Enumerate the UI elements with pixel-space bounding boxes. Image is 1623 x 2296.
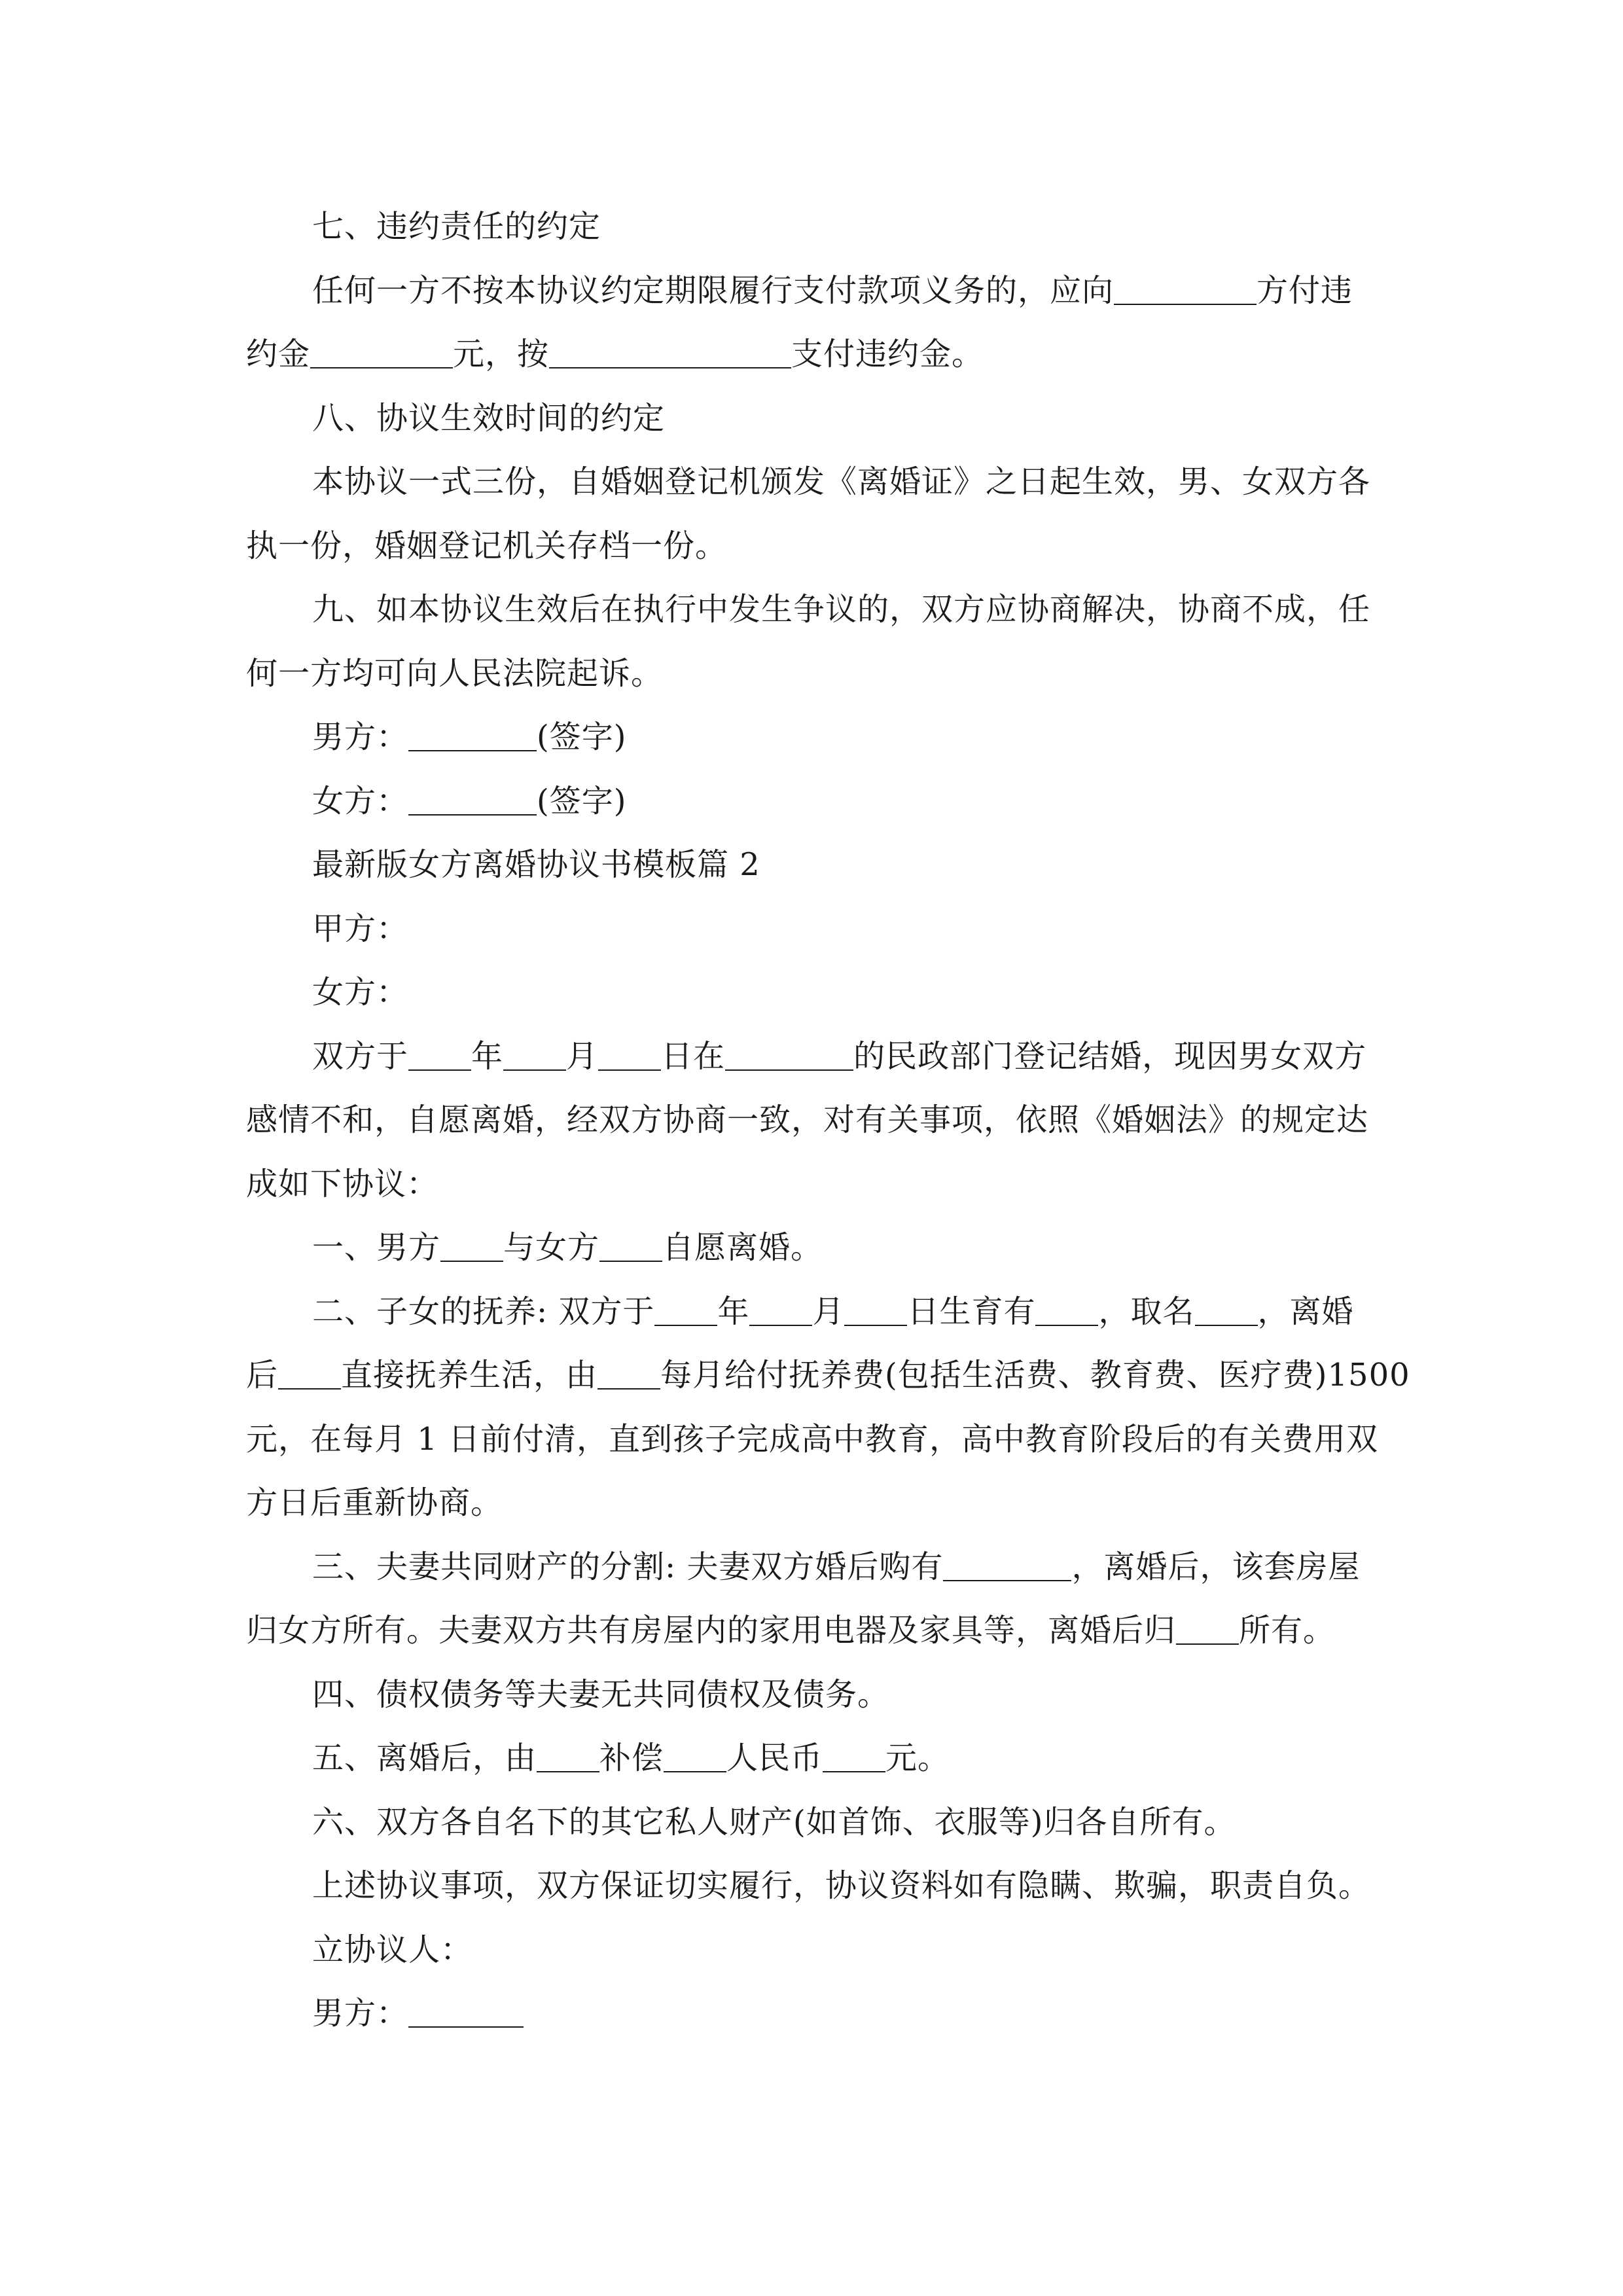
clause-5 — [246, 1727, 1378, 1791]
party-a — [246, 897, 1378, 961]
party-female — [246, 961, 1378, 1025]
section-7-paragraph-cont — [246, 323, 1378, 387]
text: 五、离婚后，由 — [312, 1740, 537, 1776]
text: 二、子女的抚养: 双方于 — [312, 1293, 655, 1330]
signature-female — [246, 770, 1378, 834]
label: 男方： — [312, 1995, 409, 2032]
clause-2-cont-3 — [246, 1471, 1378, 1535]
blank-line — [823, 1745, 885, 1772]
text: 后 — [246, 1357, 279, 1393]
blank-line — [654, 1299, 717, 1326]
text: 每月给付抚养费(包括生活费、教育费、医疗费)1500 — [660, 1357, 1410, 1393]
blank-line — [1114, 278, 1257, 305]
clause-1 — [246, 1216, 1378, 1280]
document-body — [246, 195, 1410, 2046]
label: 男方： — [312, 719, 409, 755]
blank-line — [440, 1234, 503, 1262]
text: 年 — [717, 1293, 750, 1330]
text: ，离婚 — [1257, 1293, 1354, 1330]
text: 年 — [471, 1037, 504, 1075]
clause-3-cont — [246, 1599, 1378, 1663]
section-7-heading-text: 七、违约责任的约定 — [312, 208, 601, 245]
signature-blank — [408, 788, 537, 816]
label: 女方： — [312, 782, 409, 819]
blank-line — [664, 1745, 726, 1772]
text: 双方于 — [312, 1037, 409, 1075]
clause-6 — [246, 1791, 1378, 1855]
text: 日在 — [661, 1037, 726, 1075]
text: 方日后重新协商。 — [246, 1484, 503, 1521]
text: 元，按 — [453, 336, 550, 372]
text: 一、男方 — [312, 1229, 441, 1266]
text: 人民币 — [726, 1740, 823, 1776]
text: 四、债权债务等夫妻无共同债权及债务。 — [312, 1676, 890, 1713]
blank-line — [537, 1745, 599, 1772]
clause-2-cont-2 — [246, 1408, 1378, 1472]
text: 何一方均可向人民法院起诉。 — [246, 655, 664, 692]
intro-paragraph-cont-2 — [246, 1153, 1378, 1217]
clause-4 — [246, 1663, 1378, 1727]
text: 三、夫妻共同财产的分割: 夫妻双方婚后购有 — [312, 1548, 944, 1585]
section-8-heading — [246, 387, 1378, 451]
text: 执一份，婚姻登记机关存档一份。 — [246, 527, 728, 564]
text: 元。 — [885, 1740, 950, 1776]
text: 元，在每月 1 日前付清，直到孩子完成高中教育，高中教育阶段后的有关费用双 — [246, 1420, 1379, 1458]
text: ，取名 — [1098, 1293, 1195, 1330]
template-2-title — [246, 833, 1378, 897]
text: 感情不和，自愿离婚，经双方协商一致，对有关事项，依照《婚姻法》的规定达 — [246, 1102, 1369, 1138]
text: 月 — [566, 1037, 599, 1075]
title-text: 最新版女方离婚协议书模板篇 2 — [312, 846, 760, 883]
blank-line — [408, 1043, 471, 1071]
blank-line — [597, 1362, 660, 1390]
blank-line — [749, 1299, 812, 1326]
text: 本协议一式三份，自婚姻登记机颁发《离婚证》之日起生效，男、女双方各 — [312, 463, 1371, 500]
section-9-paragraph — [246, 578, 1378, 642]
text: 月 — [812, 1293, 845, 1330]
blank-line — [310, 341, 453, 368]
text: 归女方所有。夫妻双方共有房屋内的家用电器及家具等，离婚后归 — [246, 1612, 1177, 1649]
section-9-paragraph-cont — [246, 642, 1378, 706]
blank-line — [598, 1043, 661, 1071]
label: 甲方： — [312, 910, 409, 947]
text: (签字) — [537, 719, 627, 755]
text: 日生育有 — [907, 1293, 1036, 1330]
blank-line — [599, 1234, 662, 1262]
blank-line — [1176, 1617, 1239, 1645]
text: 立协议人： — [312, 1931, 473, 1968]
text: 所有。 — [1239, 1612, 1336, 1649]
blank-line — [844, 1299, 907, 1326]
blank-line — [278, 1362, 341, 1390]
text: (签字) — [537, 782, 627, 819]
text: 支付违约金。 — [791, 336, 984, 372]
blank-line — [943, 1554, 1071, 1581]
label: 女方： — [312, 974, 409, 1011]
text: ，离婚后，该套房屋 — [1071, 1548, 1361, 1585]
signature-blank — [408, 2000, 524, 2028]
clause-3 — [246, 1535, 1378, 1600]
text: 方付违 — [1257, 272, 1353, 309]
text: 约金 — [246, 336, 311, 372]
text: 六、双方各自名下的其它私人财产(如首饰、衣服等)归各自所有。 — [312, 1803, 1236, 1840]
text: 上述协议事项，双方保证切实履行，协议资料如有隐瞒、欺骗，职责自负。 — [312, 1867, 1371, 1904]
blank-line — [725, 1043, 853, 1071]
signature-male — [246, 706, 1378, 770]
clause-7 — [246, 1854, 1378, 1918]
blank-line — [1195, 1299, 1258, 1326]
signers-label — [246, 1918, 1378, 1982]
blank-line — [549, 341, 791, 368]
section-8-paragraph — [246, 450, 1378, 514]
text: 自愿离婚。 — [662, 1229, 823, 1266]
intro-paragraph — [246, 1025, 1378, 1089]
blank-line — [1035, 1299, 1098, 1326]
section-8-heading-text: 八、协议生效时间的约定 — [312, 399, 666, 437]
clause-2-cont — [246, 1344, 1410, 1408]
section-7-heading — [246, 195, 1378, 259]
text: 直接抚养生活，由 — [341, 1357, 598, 1393]
text: 的民政部门登记结婚，现因男女双方 — [853, 1037, 1367, 1075]
text: 九、如本协议生效后在执行中发生争议的，双方应协商解决，协商不成，任 — [312, 591, 1371, 628]
final-signature-male — [246, 1982, 1378, 2046]
section-8-paragraph-cont — [246, 514, 1378, 579]
blank-line — [503, 1043, 566, 1071]
text: 成如下协议： — [246, 1165, 439, 1202]
text: 任何一方不按本协议约定期限履行支付款项义务的，应向 — [312, 272, 1115, 309]
intro-paragraph-cont — [246, 1088, 1378, 1153]
text: 补偿 — [599, 1740, 664, 1776]
section-7-paragraph — [246, 259, 1378, 323]
clause-2 — [246, 1280, 1378, 1344]
text: 与女方 — [503, 1229, 600, 1266]
signature-blank — [408, 724, 537, 751]
